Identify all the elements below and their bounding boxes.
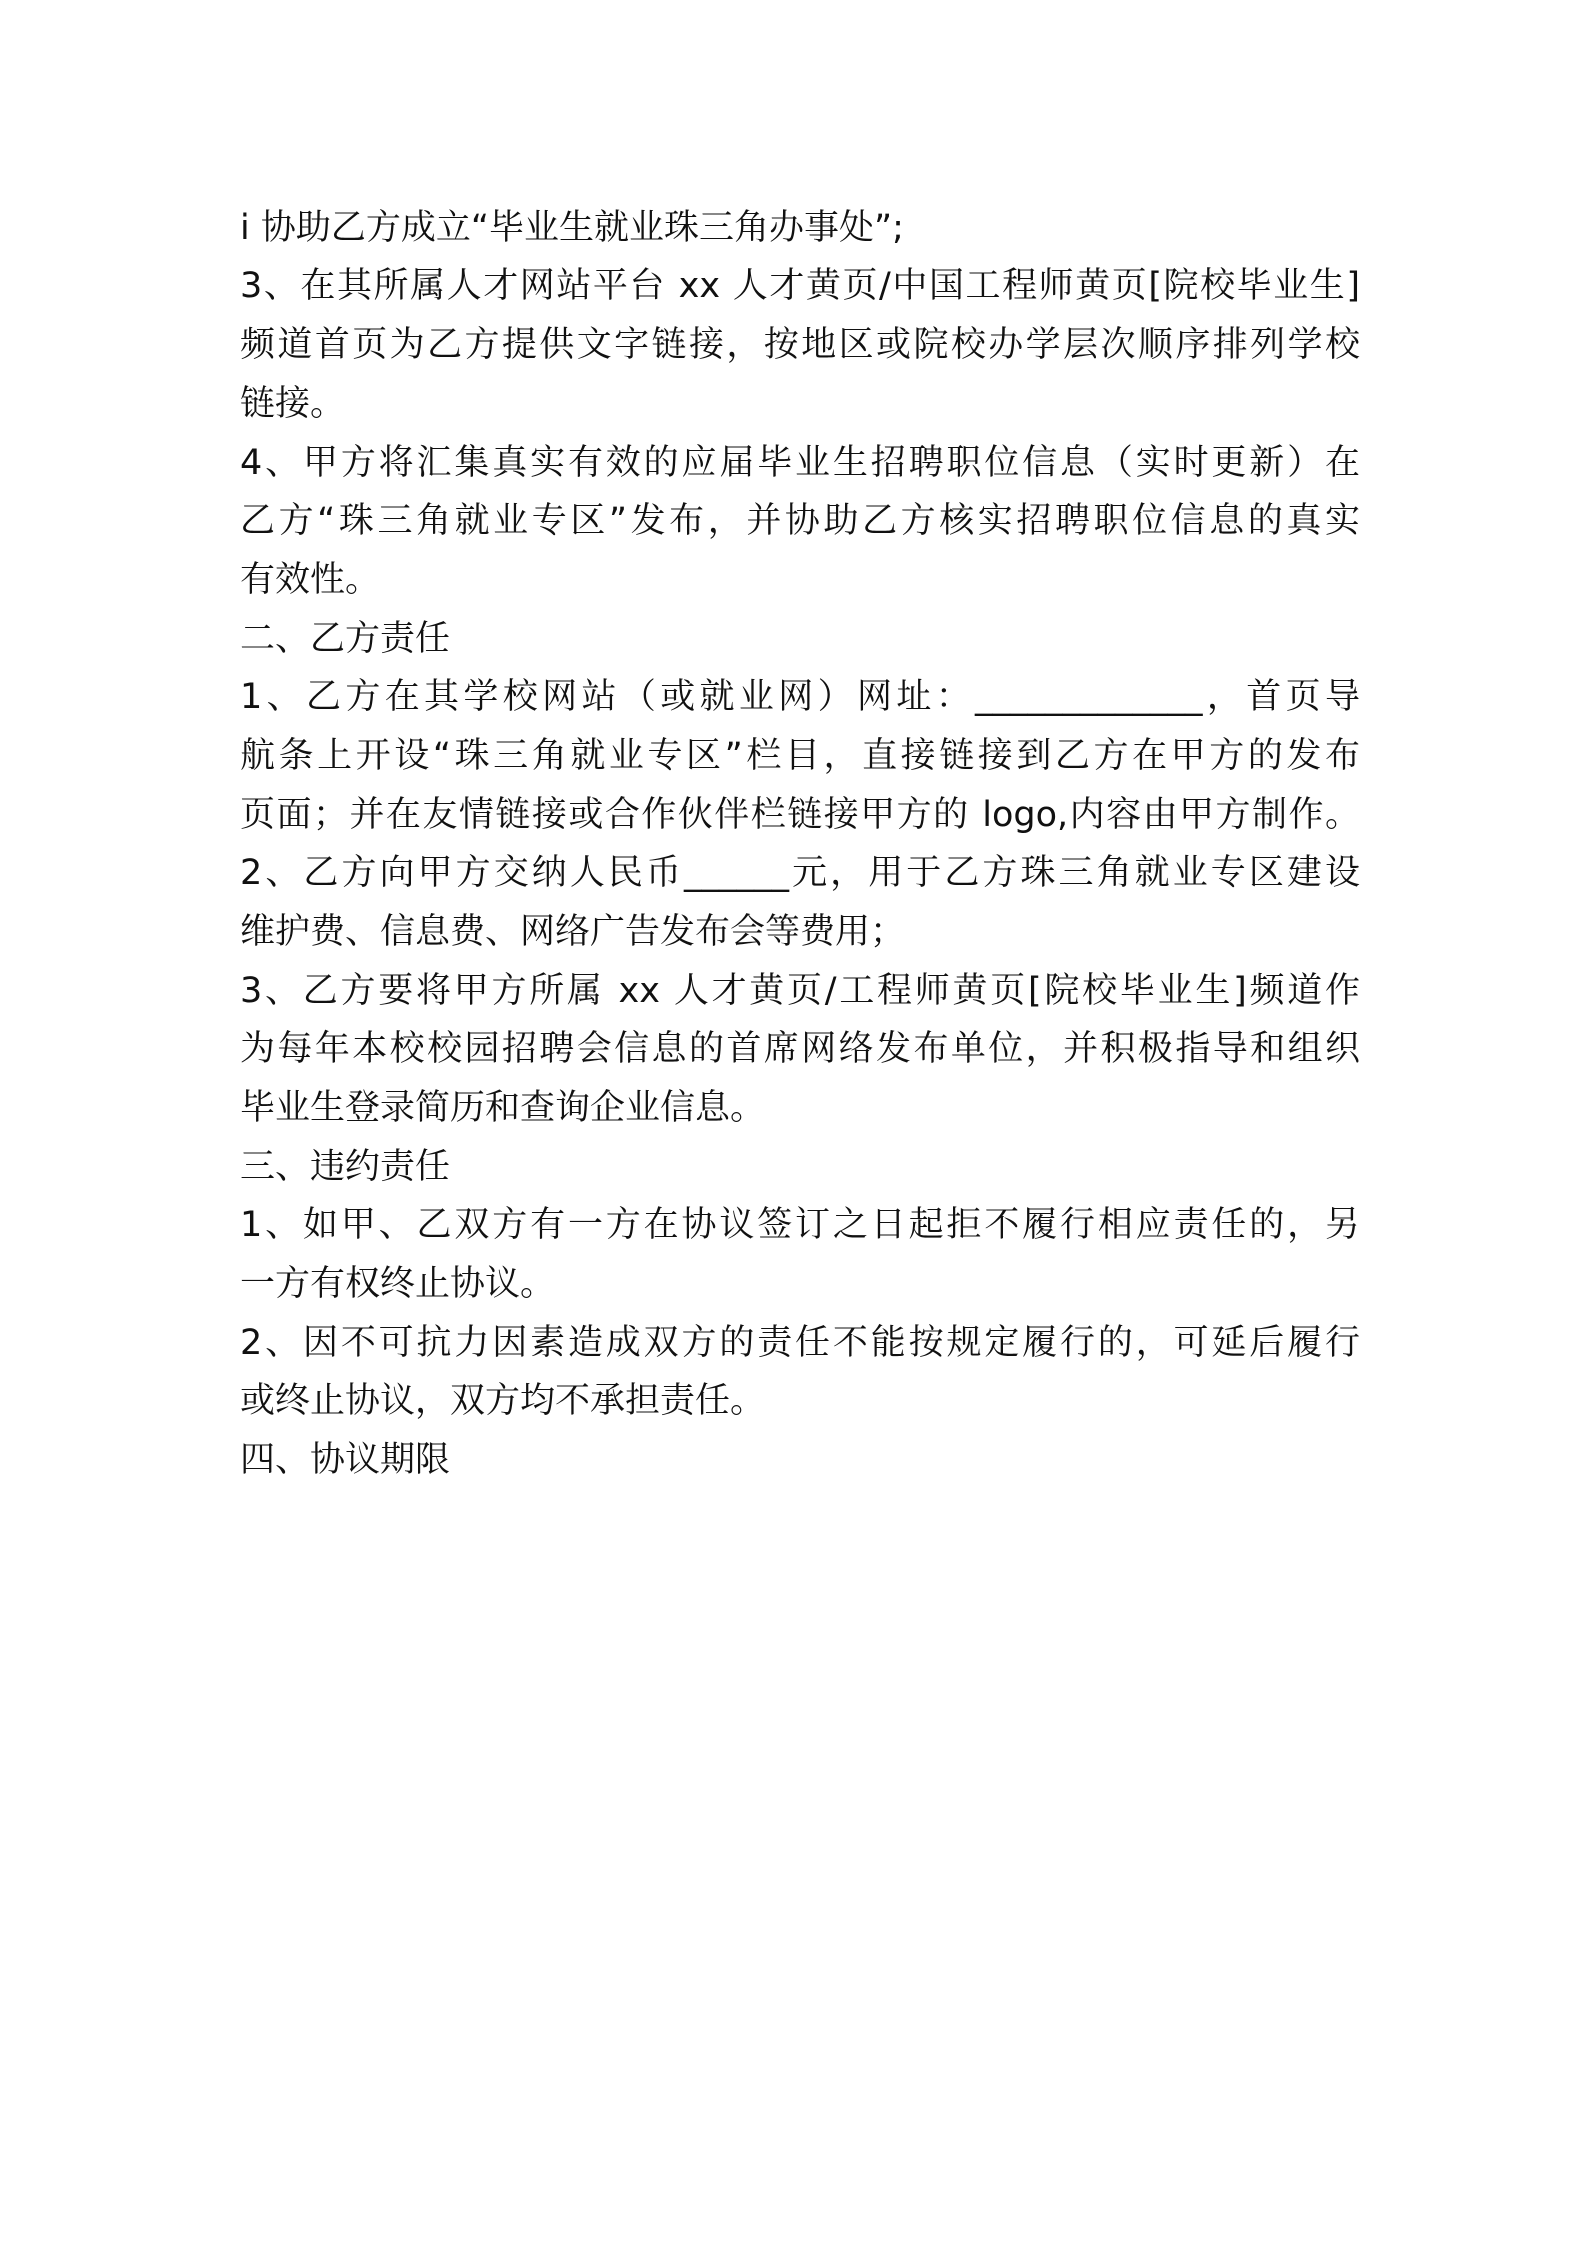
text-line-clause-3-start: 3、在其所属人才网站平台 xx 人才黄页/中国工程师黄页[院校毕业生] [240,266,1360,306]
text-line-clause-2-start: 2、因不可抗力因素造成双方的责任不能按规定履行的，可延后履行 [240,1323,1360,1363]
text-line: 毕业生登录简历和查询企业信息。 [240,1088,766,1128]
section-heading: 三、违约责任 [240,1147,451,1187]
text-line: 频道首页为乙方提供文字链接，按地区或院校办学层次顺序排列学校 [240,325,1360,365]
text-line: 页面；并在友情链接或合作伙伴栏链接甲方的 logo,内容由甲方制作。 [240,795,1360,835]
text-line: 维护费、信息费、网络广告发布会等费用； [240,912,906,952]
text-line: 或终止协议，双方均不承担责任。 [240,1381,766,1421]
text-line-clause-i: i 协助乙方成立“毕业生就业珠三角办事处”; [240,208,904,248]
text-line: 链接。 [240,384,346,424]
text-line-clause-3-start: 3、乙方要将甲方所属 xx 人才黄页/工程师黄页[院校毕业生]频道作 [240,971,1360,1011]
text-line-clause-1-start: 1、乙方在其学校网站（或就业网）网址：_____________，首页导 [240,677,1360,717]
text-line: 为每年本校校园招聘会信息的首席网络发布单位，并积极指导和组织 [240,1029,1360,1069]
text-line: 航条上开设“珠三角就业专区”栏目，直接链接到乙方在甲方的发布 [240,736,1360,776]
text-line: 乙方“珠三角就业专区”发布，并协助乙方核实招聘职位信息的真实 [240,501,1360,541]
text-line-clause-1-start: 1、如甲、乙双方有一方在协议签订之日起拒不履行相应责任的，另 [240,1205,1360,1245]
text-line-clause-4-start: 4、甲方将汇集真实有效的应届毕业生招聘职位信息（实时更新）在 [240,443,1360,483]
text-line: 有效性。 [240,560,381,600]
section-heading: 二、乙方责任 [240,619,451,659]
text-line-clause-2-start: 2、乙方向甲方交纳人民币______元，用于乙方珠三角就业专区建设 [240,853,1360,893]
section-heading: 四、协议期限 [240,1440,451,1480]
text-line: 一方有权终止协议。 [240,1264,556,1304]
